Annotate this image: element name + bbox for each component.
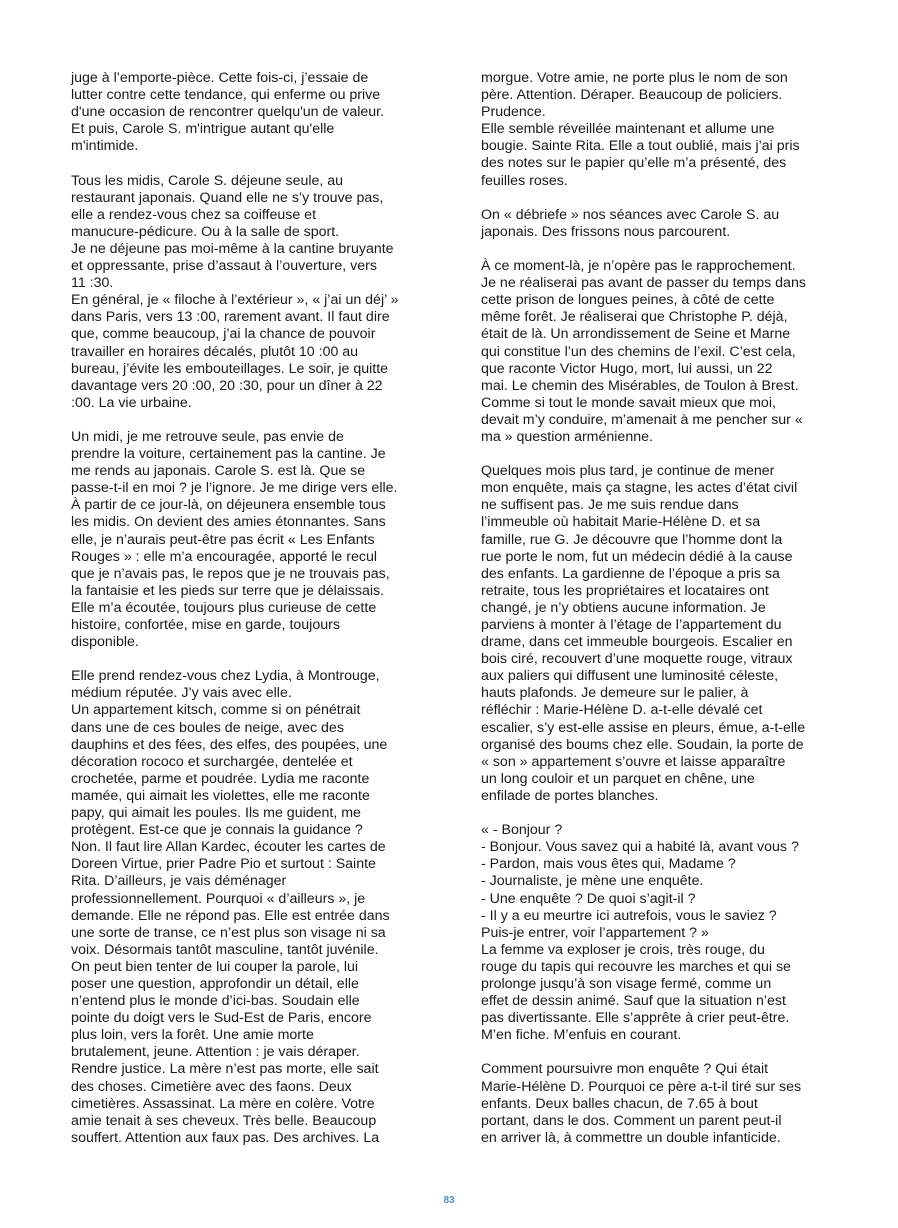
paragraph: Tous les midis, Carole S. déjeune seule, au restaurant japonais. Quand elle ne s’y trouve pas, elle a rendez-vous chez sa coiffeuse et manucure-pédicure. Ou à la salle de sport. bbox=[71, 172, 384, 240]
paragraph: Comment poursuivre mon enquête ? Qui était Marie-Hélène D. Pourquoi ce père a-t-il tiré sur ses enfants. Deux balles chacun, de 7.65 à bout portant, dans le dos. Comment un parent peut-il en arriver là, à commettre un double infanticide. bbox=[481, 1061, 802, 1146]
paragraph: La femme va exploser je crois, très rouge, du rouge du tapis qui recouvre les marches et qui se prolonge jusqu’à son visage fermé, comme un effet de dessin animé. Sauf que la situation n’est pas divertissante. Elle s’apprête à crier peut-être. M’en fiche. M’enfuis en courant. bbox=[481, 941, 791, 1044]
paragraph: Quelques mois plus tard, je continue de mener mon enquête, mais ça stagne, les actes d’état civil ne suffisent pas. Je me suis rendue dans l’immeuble où habitait Marie-Hélène D. et sa famille, rue G. Je découvre que l’homme dont la rue porte le nom, fut un médecin dédié à la cause des enfants. La gardienne de l’époque a pris sa retraite, tous les propriétaires et locataires ont changé, je n’y obtiens aucune information. Je parviens à monter à l’étage de l’appartement du drame, dans cet immeuble bourgeois. Escalier en bois ciré, recouvert d’une moquette rouge, vitraux aux paliers qui diffusent une luminosité céleste, hauts plafonds. Je demeure sur le palier, à réfléchir : Marie-Hélène D. a-t-elle dévalé cet escalier, s’y est-elle assise en pleurs, émue, a-t-elle organisé des boums chez elle. Soudain, la porte de « son » appartement s’ouvre et laisse apparaître un long couloir et un parquet en chêne, une enfilade de portes blanches. bbox=[481, 463, 806, 804]
paragraph: morgue. Votre amie, ne porte plus le nom de son père. Attention. Déraper. Beaucoup de policiers. Prudence. bbox=[481, 70, 788, 121]
paragraph: En général, je « filoche à l’extérieur », « j’ai un déj’ » dans Paris, vers 13 :00, rarement avant. Il faut dire que, comme beaucoup, j’ai la chance de pouvoir travailler en horaires décalés, plutôt 10 :00 au bureau, j’évite les embouteillages. Le soir, je quitte davantage vers 20 :00, 20 :30, pour un dîner à 22 :00. La vie urbaine. bbox=[71, 292, 399, 411]
right-column bbox=[481, 70, 831, 1147]
paragraph: juge à l’emporte-pièce. Cette fois-ci, j’essaie de lutter contre cette tendance, qui enferme ou prive d'une occasion de rencontrer quelqu'un de valeur. Et puis, Carole S. m'intrigue autant qu'elle m'intimide. bbox=[71, 70, 385, 155]
paragraph: Un appartement kitsch, comme si on pénétrait dans une de ces boules de neige, avec des dauphins et des fées, des elfes, des poupées, une décoration rococo et surchargée, dentelée et crochetée, parme et poudrée. Lydia me raconte mamée, qui aimait les violettes, elle me raconte papy, qui aimait les poules. Ils me guident, me protègent. Est-ce que je connais la guidance ? Non. Il faut lire Allan Kardec, écouter les cartes de Doreen Virtue, prier Padre Pio et surtout : Sainte Rita. D’ailleurs, je vais déménager professionnellement. Pourquoi « d’ailleurs », je demande. Elle ne répond pas. Elle est entrée dans une sorte de transe, ce n’est plus son visage ni sa voix. Désormais tantôt masculine, tantôt juvénile. On peut bien tenter de lui couper la parole, lui poser une question, approfondir un détail, elle n’entend plus le monde d’ici-bas. Soudain elle pointe du doigt vers le Sud-Est de Paris, encore plus loin, vers la forêt. Une amie morte brutalement, jeune. Attention : je vais déraper. Rendre justice. La mère n’est pas morte, elle sait des choses. Cimetière avec des faons. Deux cimetières. Assassinat. La mère en colère. Votre amie tenait à ses cheveux. Très belle. Beaucoup souffert. Attention aux faux pas. Des archives. La bbox=[71, 702, 390, 1146]
left-column bbox=[71, 70, 416, 1147]
paragraph: À ce moment-là, je n’opère pas le rapprochement. Je ne réaliserai pas avant de passer du temps dans cette prison de longues peines, à côté de cette même forêt. Je réaliserai que Christophe P. déjà, était de là. Un arrondissement de Seine et Marne qui constitue l’un des chemins de l’exil. C’est cela, que raconte Victor Hugo, mort, lui aussi, un 22 mai. Le chemin des Misérables, de Toulon à Brest. Comme si tout le monde savait mieux que moi, devait m’y conduire, m’amenait à me pencher sur « ma » question arménienne. bbox=[481, 258, 806, 445]
paragraph: Elle semble réveillée maintenant et allume une bougie. Sainte Rita. Elle a tout oublié, mais j’ai pris des notes sur le papier qu’elle m’a présenté, des feuilles roses. bbox=[481, 121, 800, 189]
paragraph: On « débriefe » nos séances avec Carole S. au japonais. Des frissons nous parcourent. bbox=[481, 206, 780, 240]
dialogue: « - Bonjour ? - Bonjour. Vous savez qui a habité là, avant vous ? - Pardon, mais vous êtes qui, Madame ? - Journaliste, je mène une enquête. - Une enquête ? De quoi s’agit-il ? - Il y a eu meurtre ici autrefois, vous le saviez ? Puis-je entrer, voir l’appartement ? » bbox=[481, 822, 799, 941]
page-number: 83 bbox=[443, 1195, 455, 1206]
paragraph: Elle prend rendez-vous chez Lydia, à Montrouge, médium réputée. J’y vais avec elle. bbox=[71, 668, 380, 702]
paragraph: Un midi, je me retrouve seule, pas envie de prendre la voiture, certainement pas la cantine. Je me rends au japonais. Carole S. est là. Que se passe-t-il en moi ? je l’ignore. Je me dirige vers elle. À partir de ce jour-là, on déjeunera ensemble tous les midis. On devient des amies étonnantes. Sans elle, je n’aurais peut-être pas écrit « Les Enfants Rouges » : elle m’a encouragée, apporté le recul que je n’avais pas, le repos que je ne trouvais pas, la fantaisie et les pieds sur terre que je délaissais. Elle m’a écoutée, toujours plus curieuse de cette histoire, confortée, mise en garde, toujours disponible. bbox=[71, 428, 398, 651]
paragraph: Je ne déjeune pas moi-même à la cantine bruyante et oppressante, prise d’assaut à l’ouverture, vers 11 :30. bbox=[71, 240, 394, 292]
